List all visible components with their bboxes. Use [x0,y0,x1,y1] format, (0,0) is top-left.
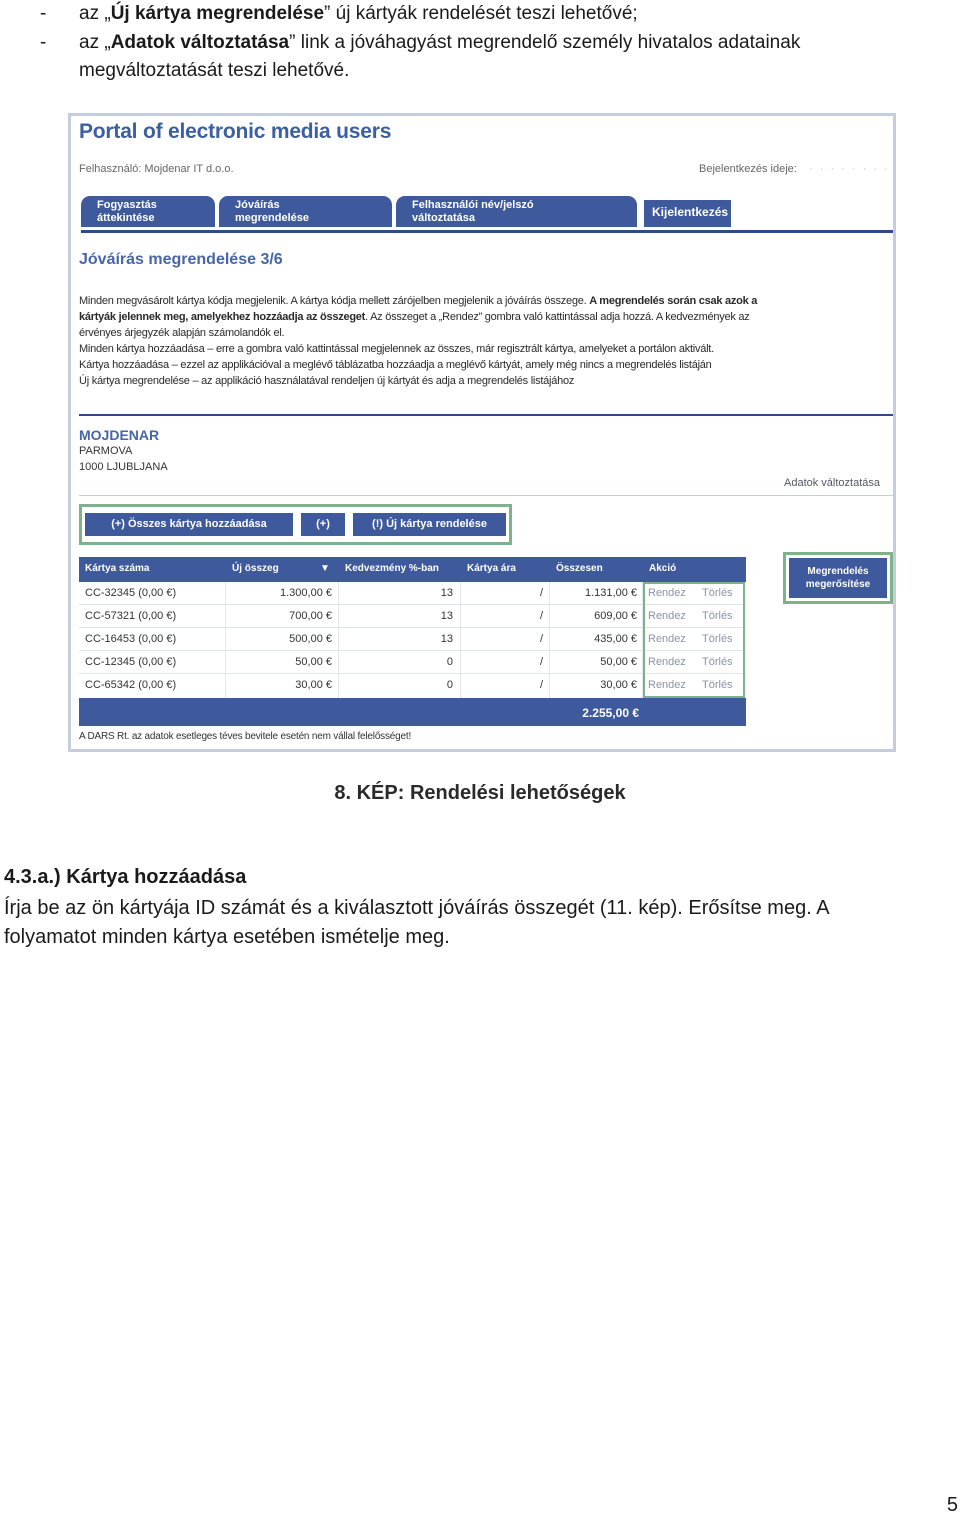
company-street: PARMOVA [79,445,133,457]
section-title: Jóváírás megrendelése 3/6 [79,251,283,268]
card-number: CC-16453 (0,00 €) [85,633,177,645]
section-heading: 4.3.a.) Kártya hozzáadása [4,866,247,888]
card-number: CC-32345 (0,00 €) [85,587,177,599]
tab-label-line: változtatása [412,212,475,224]
instruction-text: Új kártya megrendelése – az applikáció használatával rendeljen új kártyát és adja a megrendelés listájához [79,375,575,387]
table-row [79,605,746,628]
bullet-dash: - [40,3,47,24]
tab-change-credentials[interactable] [396,196,637,227]
delete-link[interactable]: Törlés [702,610,733,622]
new-amount[interactable]: 700,00 € [289,610,332,622]
bullet-dash: - [40,31,47,53]
discount: 0 [446,679,453,691]
instruction-text: Minden megvásárolt kártya kódja megjelenik. A kártya kódja mellett zárójelben megjelenik a jóváírás összege. [79,295,590,307]
confirm-order-button[interactable] [789,558,887,598]
figure-caption: 8. KÉP: Rendelési lehetőségek [334,782,626,804]
divider [79,495,893,496]
row-total: 609,00 € [594,610,637,622]
confirm-label-line: Megrendelés [807,566,869,577]
add-card-button[interactable]: (+) [301,513,345,536]
table-header [79,557,746,581]
bullet-prefix: az „ [79,31,111,53]
new-amount[interactable]: 30,00 € [295,679,332,691]
table-row [79,651,746,674]
order-table [79,557,746,726]
table-row [79,628,746,651]
company-name: MOJDENAR [79,427,160,443]
discount: 13 [440,587,453,599]
login-time-value: · · · · · · · · [809,163,890,175]
delete-link[interactable]: Törlés [702,656,733,668]
column-header[interactable] [226,557,338,581]
tab-label-line: Felhasználói név/jelszó [412,199,534,211]
portal-title: Portal of electronic media users [79,120,392,143]
login-time-label: Bejelentkezés ideje: [699,163,797,175]
grand-total: 2.255,00 € [582,706,639,720]
disclaimer: A DARS Rt. az adatok esetleges téves bevitele esetén nem vállal felelősséget! [79,731,412,742]
bullet-continuation: megváltoztatását teszi lehetővé. [79,60,350,81]
portal-tabs [81,196,893,230]
confirm-label-line: megerősítése [805,579,871,590]
instruction-text: . Az összeget a „Rendez” gombra való kattintással adja hozzá. A kedvezmények az [365,311,750,323]
table-footer [79,700,746,726]
row-total: 435,00 € [594,633,637,645]
section-paragraph: Írja be az ön kártyája ID számát és a kiválasztott jóváírás összegét (11. kép). Erősítse meg. A folyamatot minden kártya esetében ismételje meg. [4,897,829,948]
card-number: CC-12345 (0,00 €) [85,656,177,668]
instructions [79,293,894,389]
tabs-divider [81,230,893,233]
page-number: 5 [946,1494,958,1516]
section-divider [79,414,893,416]
rendez-link[interactable]: Rendez [648,679,686,691]
confirm-highlight [783,552,893,604]
column-header: Kártya ára [467,563,516,574]
column-header-label: Új összeg [232,563,279,574]
discount: 13 [440,633,453,645]
new-amount[interactable]: 1.300,00 € [280,587,332,599]
rendez-link[interactable]: Rendez [648,587,686,599]
card-number: CC-57321 (0,00 €) [85,610,177,622]
tab-credit-order[interactable] [219,196,392,227]
bullet-item [0,29,960,58]
add-all-cards-button[interactable]: (+) Összes kártya hozzáadása [85,513,293,536]
logged-in-user: Felhasználó: Mojdenar IT d.o.o. [79,163,234,175]
column-header: Kedvezmény %-ban [345,563,439,574]
change-data-link[interactable]: Adatok változtatása [784,477,881,489]
row-total: 50,00 € [600,656,637,668]
new-amount[interactable]: 500,00 € [289,633,332,645]
rendez-link[interactable]: Rendez [648,656,686,668]
order-new-card-button[interactable]: (!) Új kártya rendelése [353,513,506,536]
portal-screenshot [68,113,896,752]
action-buttons-highlight [79,504,512,545]
column-header: Összesen [556,563,603,574]
column-header: Akció [649,563,677,574]
bullet-prefix: az „ [79,3,111,24]
instruction-text: Kártya hozzáadása – ezzel az applikációval a meglévő táblázatba hozzáadja a meglévő kártyát, amely még nincs a megrendelés listáján [79,359,712,371]
column-header: Kártya száma [85,563,150,574]
row-total: 30,00 € [600,679,637,691]
card-number: CC-65342 (0,00 €) [85,679,177,691]
delete-link[interactable]: Törlés [702,633,733,645]
table-row [79,674,746,697]
rendez-link[interactable]: Rendez [648,633,686,645]
instruction-text: Minden kártya hozzáadása – erre a gombra való kattintással megjelennek az összes, már regisztrált kártya, amelyeket a portálon aktivált. [79,343,714,355]
table-row [79,582,746,605]
tab-label-line: Jóváírás [235,199,280,211]
tab-label-line: áttekintése [97,212,155,224]
bullet-suffix: ” új kártyák rendelését teszi lehetővé; [324,3,638,24]
rendez-link[interactable]: Rendez [648,610,686,622]
bullet-suffix: ” link a jóváhagyást megrendelő személy hivatalos adatainak [289,31,801,53]
tab-label-line: Fogyasztás [97,199,157,211]
bullet-bold-term: Új kártya megrendelése [110,3,325,24]
bullet-item [0,0,960,29]
delete-link[interactable]: Törlés [702,679,733,691]
bullet-bold-term: Adatok változtatása [110,31,290,53]
instruction-text: érvényes árjegyzék alapján számolandók el. [79,327,285,339]
card-price: / [539,679,543,691]
tab-label-line: megrendelése [235,212,309,224]
logout-button[interactable]: Kijelentkezés [644,200,731,227]
table-body [79,582,746,698]
delete-link[interactable]: Törlés [702,587,733,599]
discount: 13 [440,610,453,622]
discount: 0 [446,656,453,668]
sort-down-icon: ▼ [320,563,330,574]
card-price: / [539,610,543,622]
card-price: / [539,587,543,599]
company-city: 1000 LJUBLJANA [79,461,168,473]
instruction-emphasis: kártyák jelennek meg, amelyekhez hozzáadja az összeget [79,311,366,323]
instruction-emphasis: A megrendelés során csak azok a [589,295,758,307]
row-total: 1.131,00 € [585,587,637,599]
tab-consumption-overview[interactable] [81,196,215,227]
card-price: / [539,633,543,645]
bullet-list [0,0,960,86]
new-amount[interactable]: 50,00 € [295,656,332,668]
card-price: / [539,656,543,668]
